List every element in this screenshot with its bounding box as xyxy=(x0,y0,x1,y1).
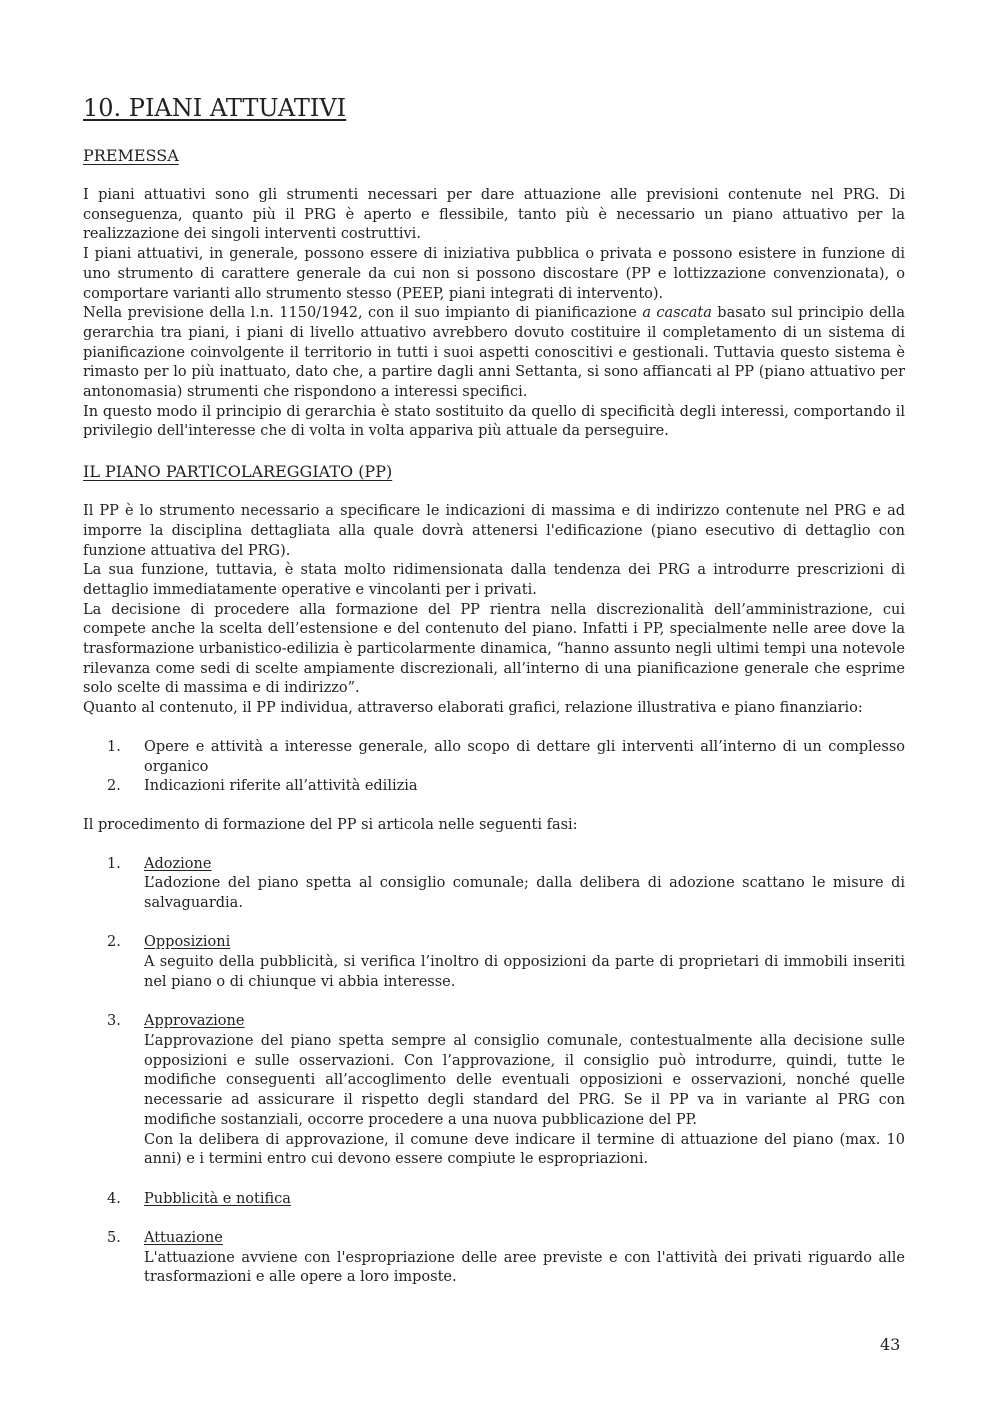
phase-title: Pubblicità e notifica xyxy=(144,1190,291,1207)
paragraph: Quanto al contenuto, il PP individua, attraverso elaborati grafici, relazione illustrativa e piano finanziario: xyxy=(83,700,863,717)
list-item: 4. Pubblicità e notifica xyxy=(83,1190,905,1210)
paragraph: La sua funzione, tuttavia, è stata molto ridimensionata dalla tendenza dei PRG a introdurre prescrizioni di dettaglio immediatamente operative e vincolanti per i privati. xyxy=(83,562,905,598)
list-item: 5. Attuazione L'attuazione avviene con l'espropriazione delle aree previste e con l'attività dei privati riguardo alle trasformazioni e alle opere a loro imposte. xyxy=(107,1229,905,1286)
paragraph: La decisione di procedere alla formazione del PP rientra nella discrezionalità dell’amministrazione, cui compete anche la scelta dell’estensione e del contenuto del piano. Infatti i PP, specialmente nelle aree dove la trasformazione urbanistico-edilizia è particolarmente dinamica, “hanno assunto negli ultimi tempi una notevole rilevanza come sedi di scelte ampiamente discrezionali, all’interno di una pianificazione generale che esprime solo scelte di massima e di indirizzo”. xyxy=(83,601,906,697)
paragraph: Nella previsione della l.n. 1150/1942, con il suo impianto di pianificazione a cascata basato sul principio della gerarchia tra piani, i piani di livello attuativo avrebbero dovuto costituire il completamento di un sistema di pianificazione coinvolgente il territorio in tutti i suoi aspetti conoscitivi e gestionali. Tuttavia questo sistema è rimasto per lo più inattuato, dato che, a partire dagli anni Settanta, si sono affiancati al PP (piano attuativo per antonomasia) strumenti che rispondono a interessi specifici. xyxy=(83,305,905,401)
phases-list xyxy=(83,855,905,1288)
paragraph: In questo modo il principio di gerarchia è stato sostituito da quello di specificità degli interessi, comportando il privilegio dell'interesse che di volta in volta appariva più attuale da perseguire. xyxy=(83,403,905,440)
chapter-title: 10. PIANI ATTUATIVI xyxy=(83,94,347,122)
list-item: 2. Indicazioni riferite all’attività edilizia xyxy=(107,778,418,795)
section-heading-premessa: PREMESSA xyxy=(83,146,179,165)
paragraph: Il procedimento di formazione del PP si articola nelle seguenti fasi: xyxy=(83,816,578,833)
phase-title: Adozione xyxy=(144,855,212,872)
page-number: 43 xyxy=(880,1335,901,1354)
list-item: 3. Approvazione L’approvazione del piano spetta sempre al consiglio comunale, contestualmente alla decisione sulle opposizioni e sulle osservazioni. Con l’approvazione, il consiglio può introdurre, quindi, tutte le modifiche conseguenti all’accoglimento delle eventuali opposizioni e osservazioni, nonché quelle necessarie ad assicurare il rispetto degli standard del PRG. Se il PP va in variante al PRG con modifiche sostanziali, occorre procedere a una nuova pubblicazione del PP. Con la delibera di approvazione, il comune deve indicare il termine di attuazione del piano (max. 10 anni) e i termini entro cui devono essere compiute le espropriazioni. xyxy=(107,1013,905,1168)
content-list xyxy=(83,738,905,797)
paragraph: I piani attuativi sono gli strumenti necessari per dare attuazione alle previsioni contenute nel PRG. Di conseguenza, quanto più il PRG è aperto e flessibile, tanto più è necessario un piano attuativo per la realizzazione dei singoli interventi costruttivi. xyxy=(83,187,905,243)
list-item: 2. Opposizioni A seguito della pubblicità, si verifica l’inoltro di opposizioni da parte di proprietari di immobili inseriti nel piano o di chiunque vi abbia interesse. xyxy=(107,934,905,990)
paragraph: I piani attuativi, in generale, possono essere di iniziativa pubblica o privata e possono esistere in funzione di uno strumento di carattere generale da cui non si possono discostare (PP e lottizzazione convenzionata), o comportare varianti allo strumento stesso (PEEP, piani integrati di intervento). xyxy=(83,246,905,302)
list-item: 1. Adozione L’adozione del piano spetta al consiglio comunale; dalla delibera di adozione scattano le misure di salvaguardia. xyxy=(107,855,905,912)
phase-title: Attuazione xyxy=(144,1229,223,1246)
section-heading-pp: IL PIANO PARTICOLAREGGIATO (PP) xyxy=(83,462,393,482)
paragraph: Il PP è lo strumento necessario a specificare le indicazioni di massima e di indirizzo contenute nel PRG e ad imporre la disciplina dettagliata alla quale dovrà attenersi l'edificazione (piano esecutivo di dettaglio con funzione attuativa del PRG). xyxy=(83,503,905,559)
italic-term: a cascata xyxy=(642,305,712,322)
document-page xyxy=(83,92,905,1308)
list-item: 1. Opere e attività a interesse generale, allo scopo di dettare gli interventi all’interno di un complesso organico xyxy=(107,738,905,775)
phase-title: Approvazione xyxy=(144,1013,245,1030)
phase-title: Opposizioni xyxy=(144,934,231,951)
